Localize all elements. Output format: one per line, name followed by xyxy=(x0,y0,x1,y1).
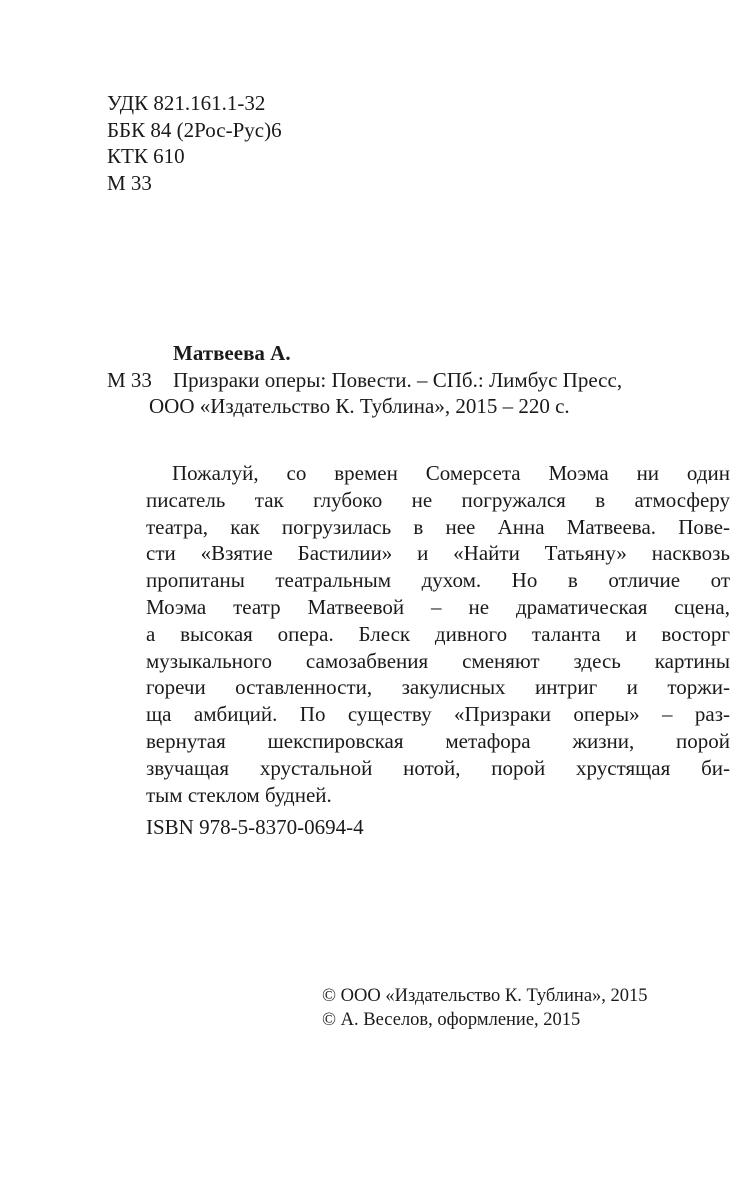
annotation-line: сти «Взятие Бастилии» и «Найти Татьяну» насквозь xyxy=(146,541,730,566)
annotation-line: вернутая шекспировская метафора жизни, порой xyxy=(146,728,730,753)
copyright-block xyxy=(322,984,648,1032)
bbk-code: ББК 84 (2Рос-Рус)6 xyxy=(107,117,282,142)
publisher-imprint-line: ООО «Издательство К. Тублина», 2015 – 220 с. xyxy=(149,394,570,418)
author-sign: М 33 xyxy=(107,170,152,195)
annotation-line: Пожалуй, со времен Сомерсета Моэма ни один xyxy=(172,461,730,485)
bibliographic-row xyxy=(107,367,667,394)
annotation-line: Моэма театр Матвеевой – не драматическая сцена, xyxy=(146,594,730,619)
author-sign-code: М 33 xyxy=(107,367,152,392)
annotation-line: театра, как погрузилась в нее Анна Матвеева. Пове- xyxy=(146,514,730,539)
title-imprint-line: Призраки оперы: Повести. – СПб.: Лимбус Пресс, xyxy=(173,367,623,392)
annotation-line: а высокая опера. Блеск дивного таланта и восторг xyxy=(146,621,730,646)
bibliographic-record xyxy=(107,340,667,420)
annotation-line: пропитаны театральным духом. Но в отличие от xyxy=(146,568,730,593)
annotation-line: звучащая хрустальной нотой, порой хрустящая би- xyxy=(146,755,730,780)
udk-code: УДК 821.161.1-32 xyxy=(107,91,266,115)
annotation-line: горечи оставленности, закулисных интриг и торжи- xyxy=(146,675,730,700)
annotation-line: тым стеклом будней. xyxy=(146,782,332,807)
copyright-publisher: © ООО «Издательство К. Тублина», 2015 xyxy=(322,986,648,1006)
copyright-design: © А. Веселов, оформление, 2015 xyxy=(322,1010,581,1030)
ktk-code: КТК 610 xyxy=(107,144,185,168)
classification-block xyxy=(107,90,282,196)
annotation-line: ща амбиций. По существу «Призраки оперы» – раз- xyxy=(146,702,730,727)
annotation-line: музыкального самозабвения сменяют здесь картины xyxy=(146,648,730,673)
book-author: Матвеева А. xyxy=(173,341,291,365)
book-annotation xyxy=(146,460,730,808)
isbn-number: ISBN 978-5-8370-0694-4 xyxy=(146,815,364,839)
annotation-line: писатель так глубоко не погружался в атмосферу xyxy=(146,487,730,512)
